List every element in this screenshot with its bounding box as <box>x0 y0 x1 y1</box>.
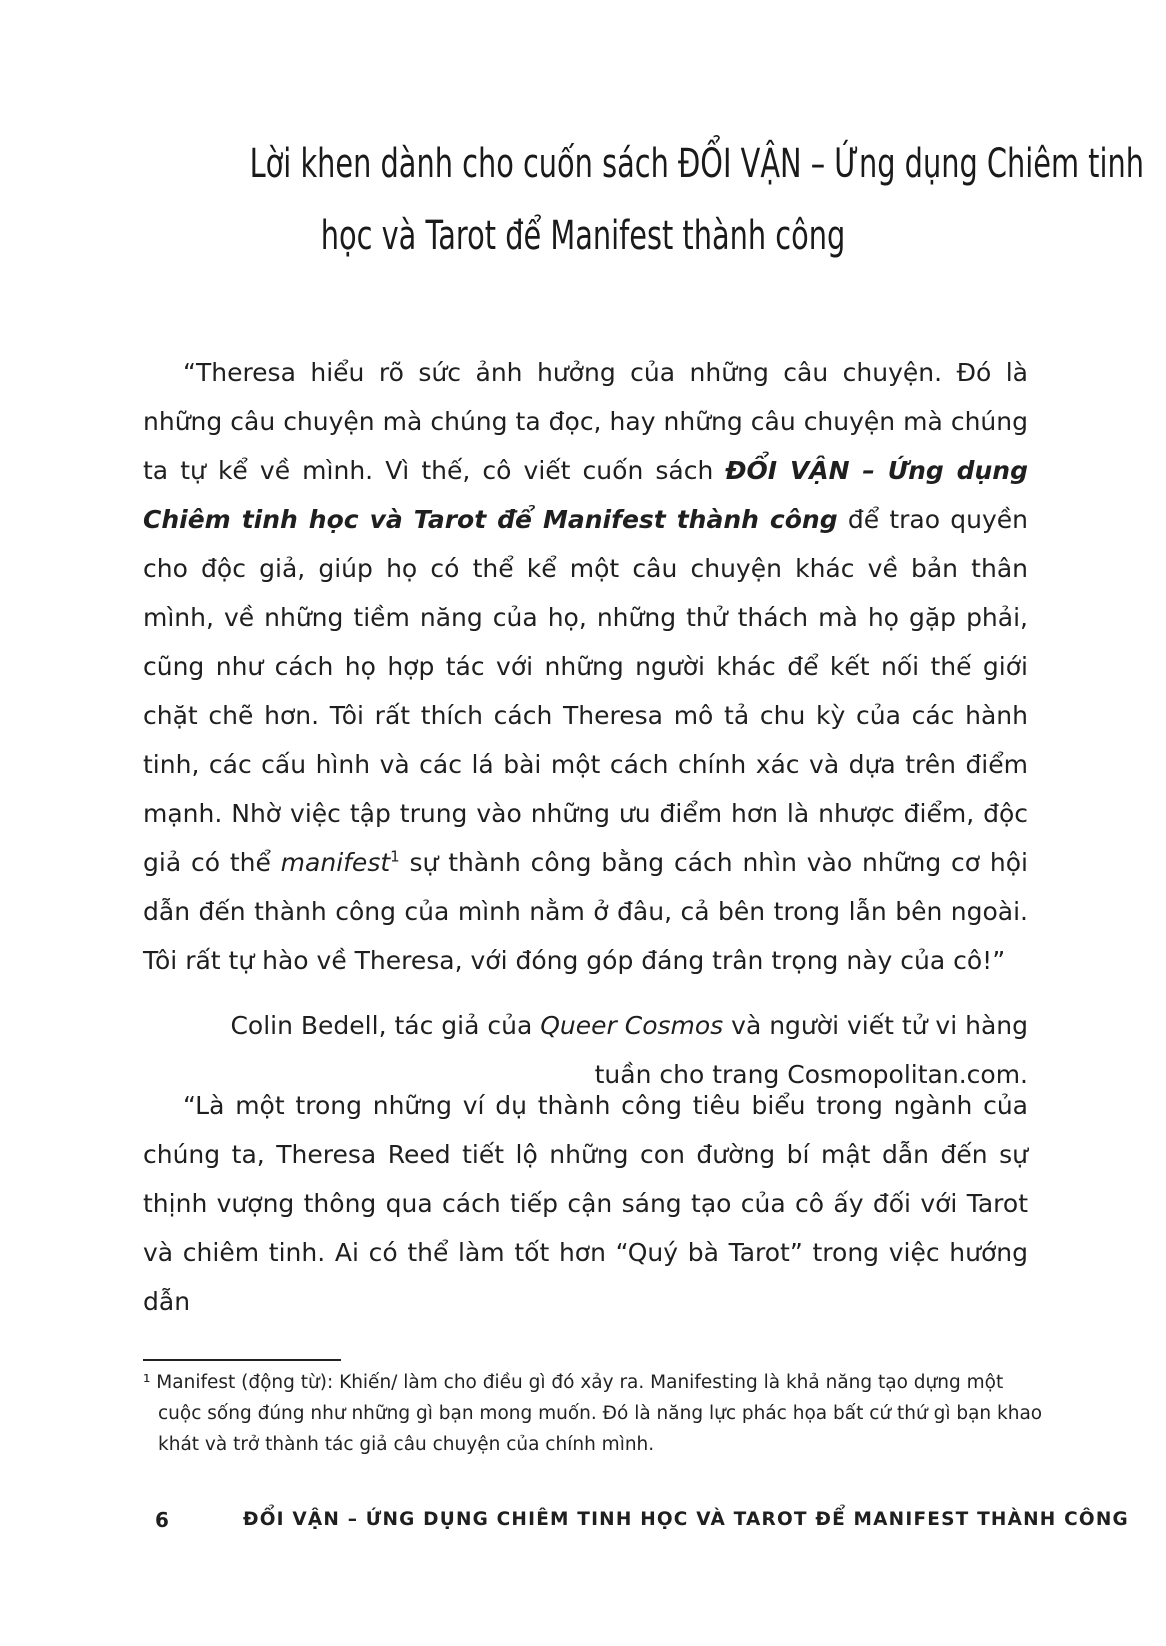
footnote-line-3: khát và trở thành tác giả câu chuyện của chính mình. <box>158 1434 655 1455</box>
footnote-reference[interactable]: 1 <box>390 847 400 866</box>
praise-paragraph-2-text: “Là một trong những ví dụ thành công tiêu biểu trong ngành của chúng ta, Theresa Reed tiết lộ những con đường bí mật dẫn đến sự thịnh vượng thông qua cách tiếp cận sáng tạo của cô ấy đối với Tarot và chiêm tinh. Ai có thể làm tốt hơn “Quý bà Tarot” trong việc hướng dẫn <box>143 1091 1028 1316</box>
attribution-work-title: Queer Cosmos <box>540 1011 724 1040</box>
attribution-author: Colin Bedell, tác giả của <box>230 1011 541 1040</box>
footnote-line-1: ¹ Manifest (động từ): Khiến/ làm cho điều gì đó xảy ra. Manifesting là khả năng tạo dựng một <box>143 1372 1004 1393</box>
praise-paragraph-2 <box>143 1081 1028 1326</box>
page-number: 6 <box>155 1508 169 1532</box>
attribution-line-1 <box>143 1001 1028 1050</box>
praise-1-closing: sự thành công bằng cách nhìn vào những cơ hội dẫn đến thành công của mình nằm ở đâu, cả bên trong lẫn bên ngoài. Tôi rất tự hào về Theresa, với đóng góp đáng trân trọng này của cô!” <box>143 848 1028 975</box>
praise-1-opening: “Theresa hiểu rõ sức ảnh hưởng của những câu chuyện. Đó là những câu chuyện mà chúng ta đọc, hay những câu chuyện mà chúng ta tự kể về mình. Vì thế, cô viết cuốn sách <box>143 358 1028 485</box>
footnote-line-2: cuộc sống đúng như những gì bạn mong muốn. Đó là năng lực phác họa bất cứ thứ gì bạn khao <box>158 1403 1043 1424</box>
page-title-line-1: Lời khen dành cho cuốn sách ĐỔI VẬN – Ứng dụng Chiêm tinh <box>249 141 1144 187</box>
book-title-emphasis: ĐỔI VẬN – Ứng dụng Chiêm tinh học và Tarot để Manifest thành công <box>143 456 1029 534</box>
manifest-term: manifest <box>280 848 391 877</box>
page-title <box>249 128 1144 272</box>
praise-paragraph-1 <box>143 348 1028 985</box>
footnote-divider <box>143 1359 341 1361</box>
footnote <box>143 1367 1043 1460</box>
running-header: ĐỔI VẬN – ỨNG DỤNG CHIÊM TINH HỌC VÀ TAROT ĐỂ MANIFEST THÀNH CÔNG <box>243 1509 1129 1530</box>
attribution-role: và người viết tử vi hàng <box>723 1011 1028 1040</box>
praise-paragraph-1-text <box>143 348 1028 985</box>
praise-1-middle: để trao quyền cho độc giả, giúp họ có thể kể một câu chuyện khác về bản thân mình, về những tiềm năng của họ, những thử thách mà họ gặp phải, cũng như cách họ hợp tác với những người khác để kết nối thế giới chặt chẽ hơn. Tôi rất thích cách Theresa mô tả chu kỳ của các hành tinh, các cấu hình và các lá bài một cách chính xác và dựa trên điểm mạnh. Nhờ việc tập trung vào những ưu điểm hơn là nhược điểm, độc giả có thể <box>143 505 1028 877</box>
page-title-line-2: học và Tarot để Manifest thành công <box>320 213 846 259</box>
attribution-line-2: tuần cho trang Cosmopolitan.com. <box>594 1060 1028 1089</box>
